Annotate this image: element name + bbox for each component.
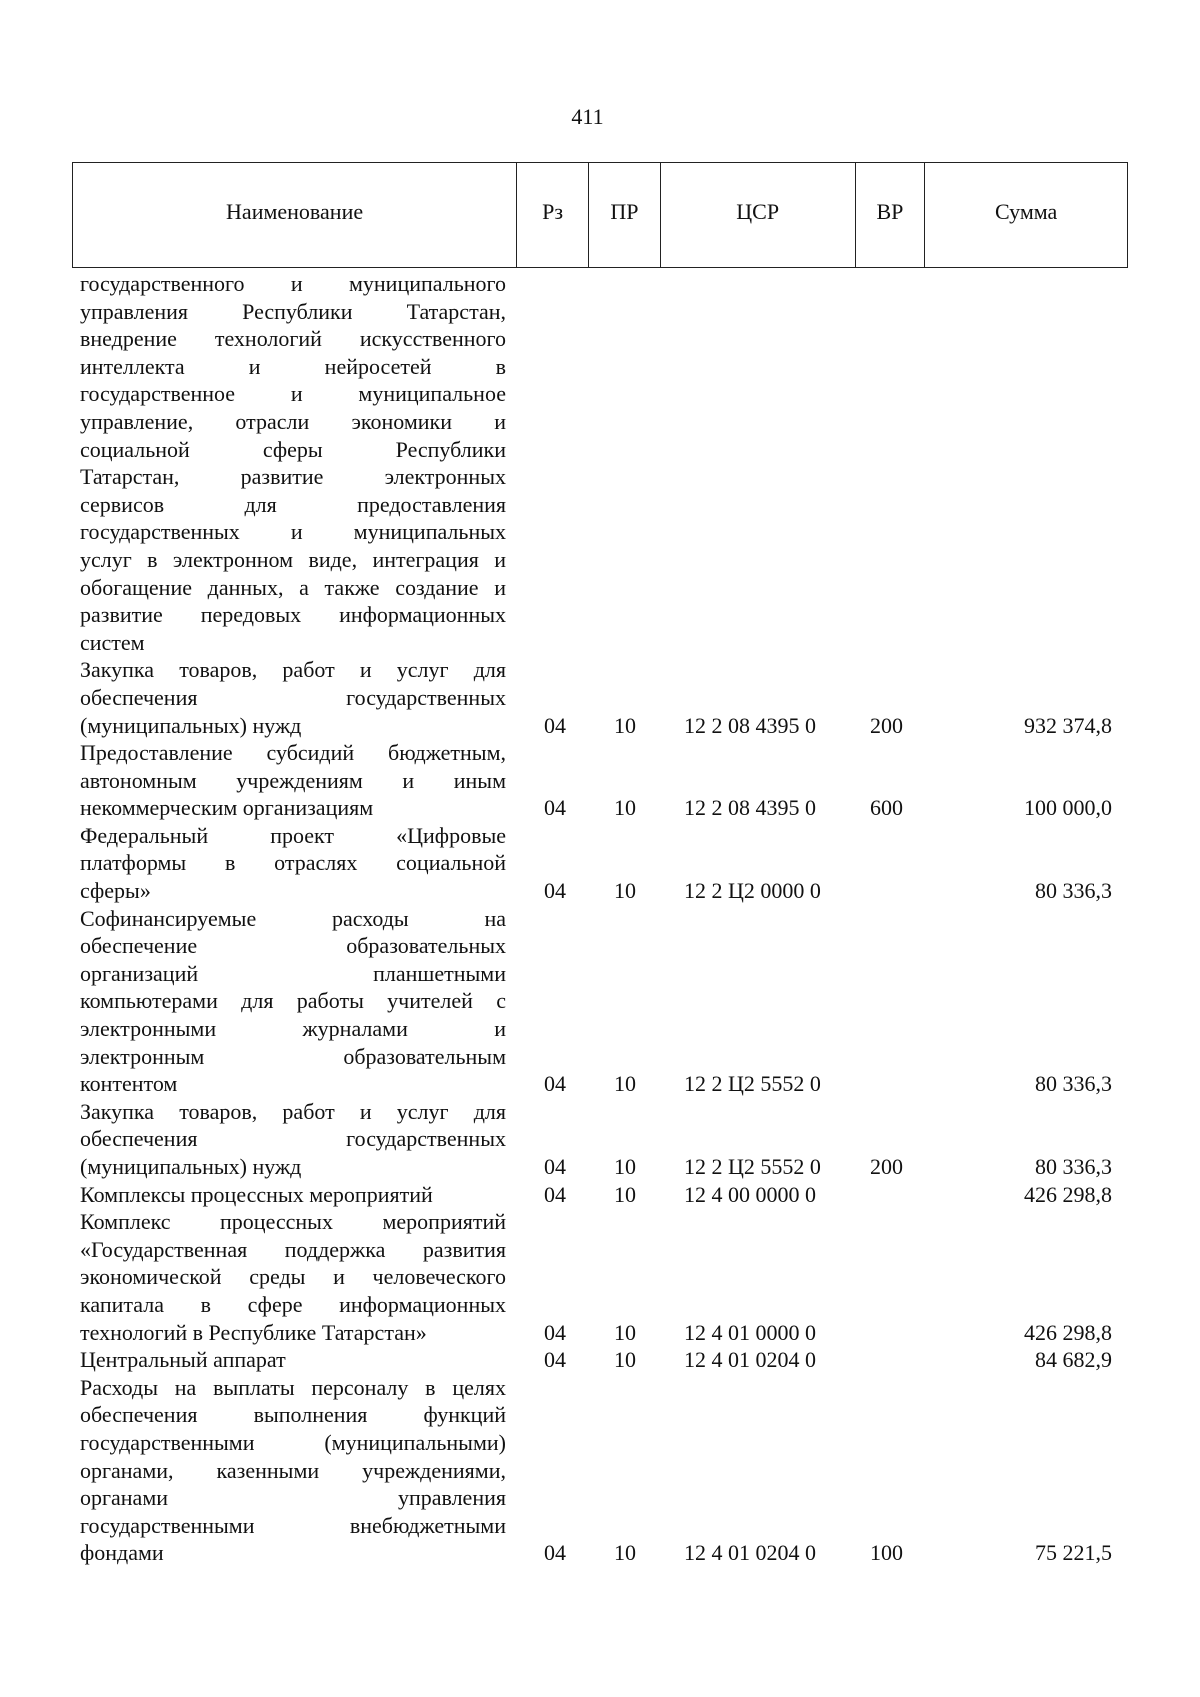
row-name	[80, 1346, 506, 1374]
table-body	[80, 270, 1130, 1567]
row-name-line: сервисов для предоставления	[80, 491, 506, 517]
row-name-line: внедрение технологий искусственного	[80, 326, 506, 352]
row-name-line: капитала в сфере информационных	[80, 1291, 506, 1317]
row-name-line: управление, отрасли экономики и	[80, 408, 506, 434]
row-name-line: социальной сферы Республики	[80, 436, 506, 462]
row-name-line: Расходы на выплаты персоналу в целях	[80, 1374, 506, 1400]
row-name-line: систем	[80, 629, 145, 655]
row-csr: 12 4 01 0204 0	[684, 1347, 816, 1373]
row-pr: 10	[614, 1540, 636, 1566]
table-row	[80, 905, 1130, 1098]
header-sum: Сумма	[995, 199, 1058, 224]
row-pr: 10	[614, 878, 636, 904]
row-name	[80, 822, 506, 905]
row-sum: 426 298,8	[1024, 1181, 1112, 1207]
table-header	[72, 162, 1128, 268]
row-sum: 100 000,0	[1024, 795, 1112, 821]
table-row	[80, 1181, 1130, 1209]
row-rz: 04	[544, 1347, 566, 1373]
row-name	[80, 739, 506, 822]
row-name-line: электронным образовательным	[80, 1043, 506, 1069]
row-name-line: обеспечения государственных	[80, 1126, 506, 1152]
row-rz: 04	[544, 1319, 566, 1345]
row-pr: 10	[614, 1319, 636, 1345]
row-name-line: государственных и муниципальных	[80, 519, 506, 545]
row-name-line: платформы в отраслях социальной	[80, 850, 506, 876]
row-name-line: сферы»	[80, 878, 151, 904]
row-sum: 84 682,9	[1035, 1347, 1112, 1373]
row-name-line: Татарстан, развитие электронных	[80, 464, 506, 490]
header-vr: ВР	[856, 163, 926, 267]
table-row	[80, 1346, 1130, 1374]
row-name-line: обогащение данных, а также создание и	[80, 574, 506, 600]
row-vr: 600	[870, 795, 903, 821]
row-vr: 200	[870, 712, 903, 738]
table-row	[80, 656, 1130, 739]
row-name-line: экономической среды и человеческого	[80, 1264, 506, 1290]
row-name-line: государственными внебюджетными	[80, 1512, 506, 1538]
table-row	[80, 270, 1130, 656]
row-csr: 12 4 01 0000 0	[684, 1319, 816, 1345]
row-pr: 10	[614, 1154, 636, 1179]
header-name: Наименование	[73, 163, 517, 267]
row-name-line: электронными журналами и	[80, 1016, 506, 1042]
row-pr: 10	[614, 795, 636, 821]
row-name-line: услуг в электронном виде, интеграция и	[80, 546, 506, 572]
row-csr: 12 2 08 4395 0	[684, 795, 816, 821]
row-rz: 04	[544, 795, 566, 821]
row-csr: 12 2 Ц2 5552 0	[684, 1071, 821, 1097]
row-name-line: государственного и муниципального	[80, 271, 506, 296]
row-name-line: органами управления	[80, 1485, 506, 1511]
row-rz: 04	[544, 1181, 566, 1207]
row-name-line: интеллекта и нейросетей в	[80, 353, 506, 379]
row-name-line: фондами	[80, 1540, 164, 1566]
row-name-line: обеспечения государственных	[80, 684, 506, 710]
row-name-line: Софинансируемые расходы на	[80, 905, 506, 931]
row-name-line: компьютерами для работы учителей с	[80, 988, 506, 1014]
row-csr: 12 2 Ц2 5552 0	[684, 1154, 821, 1179]
row-csr: 12 4 00 0000 0	[684, 1181, 816, 1207]
row-name	[80, 1208, 506, 1346]
row-pr: 10	[614, 1071, 636, 1097]
row-name-line: Комплекс процессных мероприятий	[80, 1209, 506, 1235]
row-name-line: Федеральный проект «Цифровые	[80, 822, 506, 848]
row-sum: 80 336,3	[1035, 1154, 1112, 1179]
row-name-line: управления Республики Татарстан,	[80, 298, 506, 324]
row-name-line: некоммерческим организациям	[80, 795, 374, 821]
row-name-line: развитие передовых информационных	[80, 602, 506, 628]
row-sum: 932 374,8	[1024, 712, 1112, 738]
row-name-line: автономным учреждениям и иным	[80, 767, 506, 793]
row-sum: 426 298,8	[1024, 1319, 1112, 1345]
row-name	[80, 1098, 506, 1181]
row-name	[80, 656, 506, 739]
header-csr: ЦСР	[661, 163, 856, 267]
row-sum: 80 336,3	[1035, 1071, 1112, 1097]
row-name-line: технологий в Республике Татарстан»	[80, 1319, 427, 1345]
row-name	[80, 1374, 506, 1567]
row-rz: 04	[544, 878, 566, 904]
row-sum: 75 221,5	[1035, 1540, 1112, 1566]
row-name-line: «Государственная поддержка развития	[80, 1236, 506, 1262]
row-name-line: обеспечение образовательных	[80, 933, 506, 959]
table-row	[80, 739, 1130, 822]
row-name-line: обеспечения выполнения функций	[80, 1402, 506, 1428]
row-rz: 04	[544, 1154, 566, 1179]
row-name-line: Центральный аппарат	[80, 1347, 286, 1373]
row-name	[80, 1181, 506, 1209]
row-name	[80, 270, 506, 656]
row-name	[80, 905, 506, 1098]
table-row	[80, 822, 1130, 905]
row-csr: 12 4 01 0204 0	[684, 1540, 816, 1566]
row-rz: 04	[544, 1540, 566, 1566]
row-pr: 10	[614, 712, 636, 738]
row-pr: 10	[614, 1347, 636, 1373]
row-name-line: Комплексы процессных мероприятий	[80, 1181, 433, 1207]
table-row	[80, 1374, 1130, 1567]
row-rz: 04	[544, 1071, 566, 1097]
row-pr: 10	[614, 1181, 636, 1207]
row-name-line: государственное и муниципальное	[80, 381, 506, 407]
row-vr: 200	[870, 1154, 903, 1179]
row-sum: 80 336,3	[1035, 878, 1112, 904]
row-rz: 04	[544, 712, 566, 738]
table-row	[80, 1098, 1130, 1181]
page-number: 411	[571, 104, 604, 129]
header-rz: Рз	[517, 163, 589, 267]
row-name-line: Закупка товаров, работ и услуг для	[80, 657, 506, 683]
header-pr: ПР	[589, 163, 661, 267]
row-name-line: контентом	[80, 1071, 178, 1097]
row-csr: 12 2 Ц2 0000 0	[684, 878, 821, 904]
row-name-line: государственными (муниципальными)	[80, 1429, 506, 1455]
table-row	[80, 1208, 1130, 1346]
row-name-line: организаций планшетными	[80, 960, 506, 986]
row-csr: 12 2 08 4395 0	[684, 712, 816, 738]
row-name-line: Предоставление субсидий бюджетным,	[80, 740, 506, 766]
row-vr: 100	[870, 1540, 903, 1566]
row-name-line: органами, казенными учреждениями,	[80, 1457, 506, 1483]
row-name-line: (муниципальных) нужд	[80, 712, 302, 738]
row-name-line: (муниципальных) нужд	[80, 1154, 302, 1179]
row-name-line: Закупка товаров, работ и услуг для	[80, 1098, 506, 1124]
